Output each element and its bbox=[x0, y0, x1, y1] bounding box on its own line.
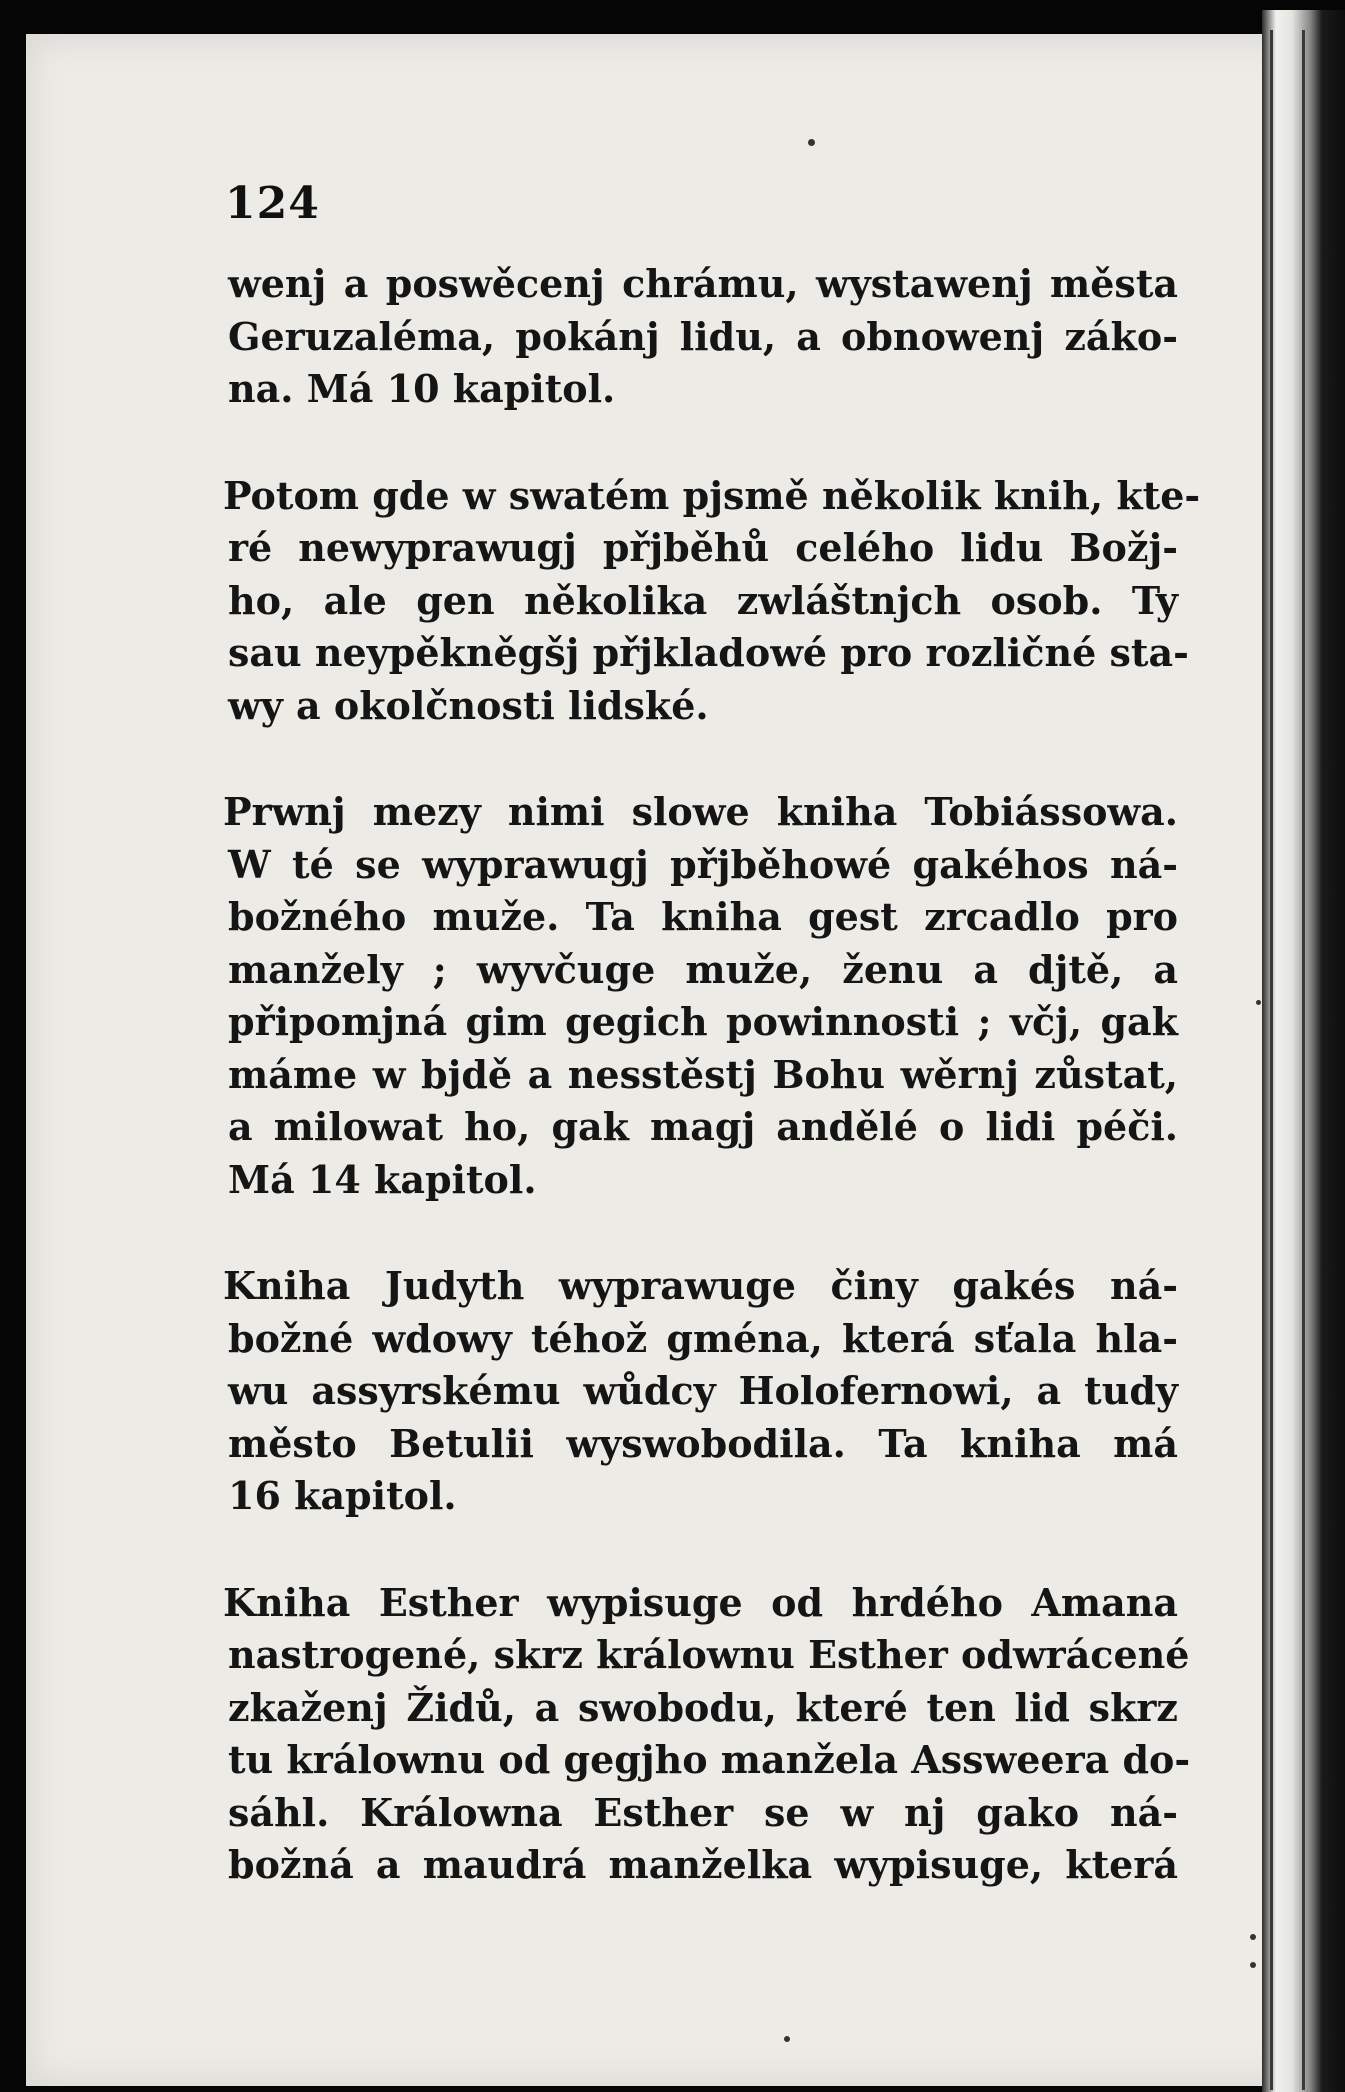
paragraph bbox=[228, 258, 1178, 416]
paragraph bbox=[223, 1577, 1191, 1892]
text-line: ho, ale gen několika zwláštnjch osob. Ty bbox=[228, 577, 1178, 623]
adjacent-page-edge bbox=[1262, 10, 1345, 2092]
paragraph-gap bbox=[228, 1206, 1178, 1260]
text-line: ré newyprawugj přjběhů celého lidu Božj- bbox=[228, 525, 1178, 570]
text-line: wenj a poswěcenj chrámu, wystawenj města bbox=[228, 261, 1178, 306]
text-line: W té se wyprawugj přjběhowé gakéhos ná- bbox=[228, 841, 1178, 887]
edge-line bbox=[1302, 30, 1305, 2090]
text-line: Kniha Judyth wyprawuge činy gakés ná- bbox=[223, 1263, 1178, 1308]
text-line: Geruzaléma, pokánj lidu, a obnowenj záko- bbox=[228, 313, 1178, 359]
ink-speck bbox=[1256, 1000, 1261, 1005]
paragraph-gap bbox=[228, 416, 1178, 470]
text-line: na. Má 10 kapitol. bbox=[228, 366, 616, 411]
text-line: wu assyrskému wůdcy Holofernowi, a tudy bbox=[228, 1368, 1178, 1413]
text-line: a milowat ho, gak magj andělé o lidi péči. bbox=[228, 1104, 1178, 1149]
edge-line bbox=[1270, 30, 1273, 2090]
text-line: zkaženj Židů, a swobodu, které ten lid skrz bbox=[228, 1684, 1178, 1730]
ink-speck bbox=[808, 139, 815, 146]
text-line: 16 kapitol. bbox=[228, 1473, 457, 1518]
text-line: připomjná gim gegich powinnosti ; včj, gak bbox=[228, 999, 1178, 1044]
text-line: sáhl. Králowna Esther se w nj gako ná- bbox=[228, 1789, 1178, 1835]
text-line: božného muže. Ta kniha gest zrcadlo pro bbox=[228, 894, 1178, 939]
text-line: božné wdowy téhož gména, která sťala hla- bbox=[228, 1315, 1178, 1361]
text-line: Prwnj mezy nimi slowe kniha Tobiássowa. bbox=[223, 789, 1178, 834]
paragraph-gap bbox=[228, 732, 1178, 786]
paragraph-gap bbox=[228, 1523, 1178, 1577]
text-line: sau neypěkněgšj přjkladowé pro rozličné sta- bbox=[228, 630, 1189, 675]
text-line: máme w bjdě a nesstěstj Bohu wěrnj zůstat, bbox=[228, 1051, 1178, 1097]
text-line: wy a okolčnosti lidské. bbox=[228, 682, 709, 728]
text-line: božná a maudrá manželka wypisuge, která bbox=[228, 1842, 1178, 1887]
ink-speck bbox=[1250, 1962, 1256, 1968]
text-line: Má 14 kapitol. bbox=[228, 1156, 537, 1202]
text-line: manžely ; wyvčuge muže, ženu a djtě, a bbox=[228, 946, 1178, 992]
page-number: 124 bbox=[225, 178, 320, 229]
ink-speck bbox=[1250, 1934, 1256, 1940]
paragraph bbox=[223, 470, 1201, 733]
body-text bbox=[223, 258, 1201, 1892]
paragraph bbox=[223, 786, 1178, 1206]
text-line: nastrogené, skrz králownu Esther odwrácené bbox=[228, 1632, 1190, 1677]
text-line: město Betulii wyswobodila. Ta kniha má bbox=[228, 1420, 1178, 1466]
paragraph bbox=[223, 1260, 1178, 1523]
text-line: tu králownu od gegjho manžela Assweera do- bbox=[228, 1737, 1191, 1782]
ink-speck bbox=[784, 2036, 790, 2042]
text-line: Kniha Esther wypisuge od hrdého Amana bbox=[223, 1579, 1178, 1625]
text-line: Potom gde w swatém pjsmě několik knih, kte- bbox=[223, 472, 1201, 518]
